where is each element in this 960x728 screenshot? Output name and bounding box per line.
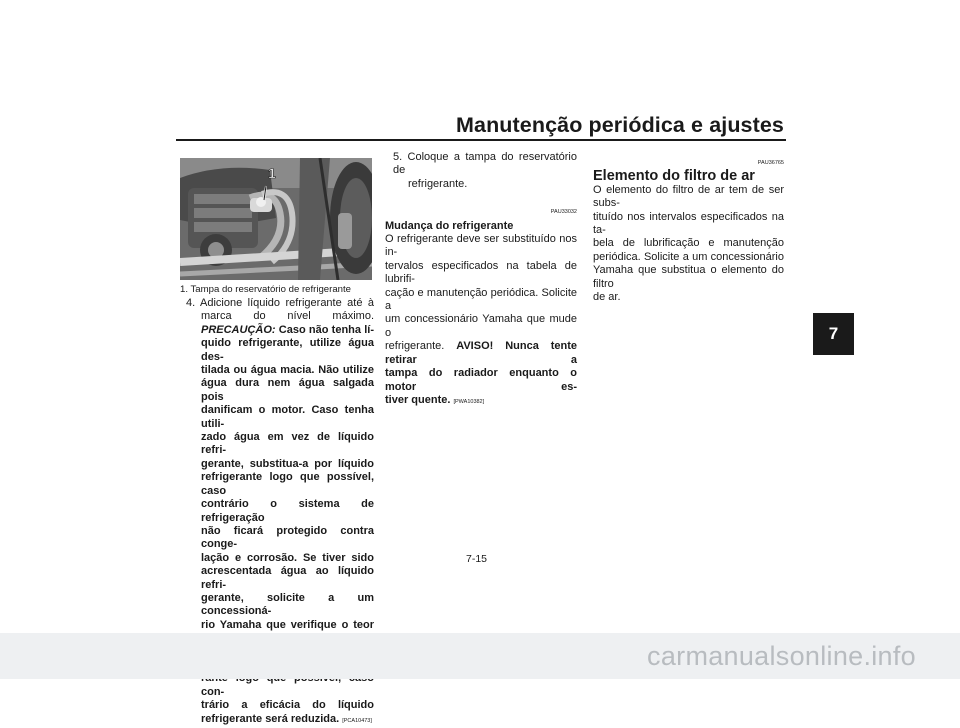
caution-line: tilada ou água macia. Não utilize <box>201 364 374 377</box>
body-line: bela de lubrificação e manutenção <box>593 237 784 250</box>
caution-line: acrescentada água ao líquido refri- <box>201 565 374 591</box>
coolant-reservoir-photo <box>180 158 372 280</box>
caution-label: PRECAUÇÃO: <box>201 323 276 336</box>
figure-caption: 1. Tampa do reservatório de refrigerante <box>180 284 352 295</box>
step-4-line: 4. Adicione líquido refrigerante até à <box>186 297 374 309</box>
caution-code: [PCA10473] <box>342 717 372 724</box>
caution-line: rio Yamaha que verifique o teor <box>201 618 374 631</box>
warning-line: tampa do radiador enquanto o motor es- <box>385 367 577 393</box>
body-line: tervalos especificados na tabela de lubrifi- <box>385 259 577 286</box>
right-column <box>593 157 784 304</box>
body-line: tituído nos intervalos especificados na ta- <box>593 210 784 237</box>
watermark-text[interactable]: carmanualsonline.info <box>647 640 916 671</box>
caution-text: refrigerante será reduzida. <box>201 712 340 725</box>
caution-line: gerante, substitua-a por líquido <box>201 457 374 470</box>
warning-line <box>385 394 577 409</box>
caution-line: gerante, solicite a um concessioná- <box>201 591 374 618</box>
body-line: O refrigerante deve ser substituído nos in- <box>385 233 577 259</box>
step-5-line: 5. Coloque a tampa do reservatório de <box>393 151 577 177</box>
caution-line: água dura nem água salgada pois <box>201 377 374 403</box>
caution-text: Caso não tenha lí- <box>278 323 374 336</box>
body-text: refrigerante. <box>385 340 445 353</box>
body-line: de ar. <box>593 291 621 304</box>
caution-line: não ficará protegido contra conge- <box>201 524 374 551</box>
caution-line <box>201 713 374 728</box>
coolant-change-heading: Mudança do refrigerante <box>385 219 514 232</box>
caution-line <box>201 324 374 337</box>
air-filter-heading: Elemento do filtro de ar <box>593 168 755 185</box>
caution-line: con- <box>201 685 225 698</box>
warning-text: AVISO! Nunca tente retirar a <box>385 340 577 366</box>
warning-text: tiver quente. <box>385 393 451 406</box>
caution-line: lação e corrosão. Se tiver sido <box>201 551 374 564</box>
callout-1: 1 <box>268 165 276 181</box>
middle-column <box>385 151 577 409</box>
body-line: um concessionário Yamaha que mude o <box>385 313 577 339</box>
body-line <box>385 340 577 367</box>
caution-line: danificam o motor. Caso tenha utili- <box>201 404 374 430</box>
chapter-tab[interactable]: 7 <box>813 313 854 355</box>
header-rule <box>176 139 786 141</box>
caution-line: refrigerante logo que possível, caso <box>201 471 374 497</box>
step-5-line: refrigerante. <box>408 177 468 190</box>
watermark-bar <box>0 633 960 679</box>
body-line: O elemento do filtro de ar tem de ser subs- <box>593 183 784 210</box>
caution-line: trário a eficácia do líquido <box>201 699 374 712</box>
warning-code: [PWA10382] <box>453 398 485 405</box>
body-line: cação e manutenção periódica. Solicite a <box>385 286 577 313</box>
caution-line: zado água em vez de líquido refri- <box>201 431 374 457</box>
engine-illustration <box>180 158 372 280</box>
caution-line: quido refrigerante, utilize água des- <box>201 337 374 363</box>
section-code: PAU33032 <box>550 209 577 216</box>
page-title: Manutenção periódica e ajustes <box>456 113 784 137</box>
step-4-line: marca do nível máximo. <box>201 310 374 323</box>
section-code: PAU36765 <box>757 160 784 166</box>
body-line: Yamaha que substitua o elemento do filtro <box>593 264 784 290</box>
body-line: periódica. Solicite a um concessionário <box>593 250 784 263</box>
caution-line: contrário o sistema de refrigeração <box>201 498 374 524</box>
page-number: 7-15 <box>466 553 488 565</box>
